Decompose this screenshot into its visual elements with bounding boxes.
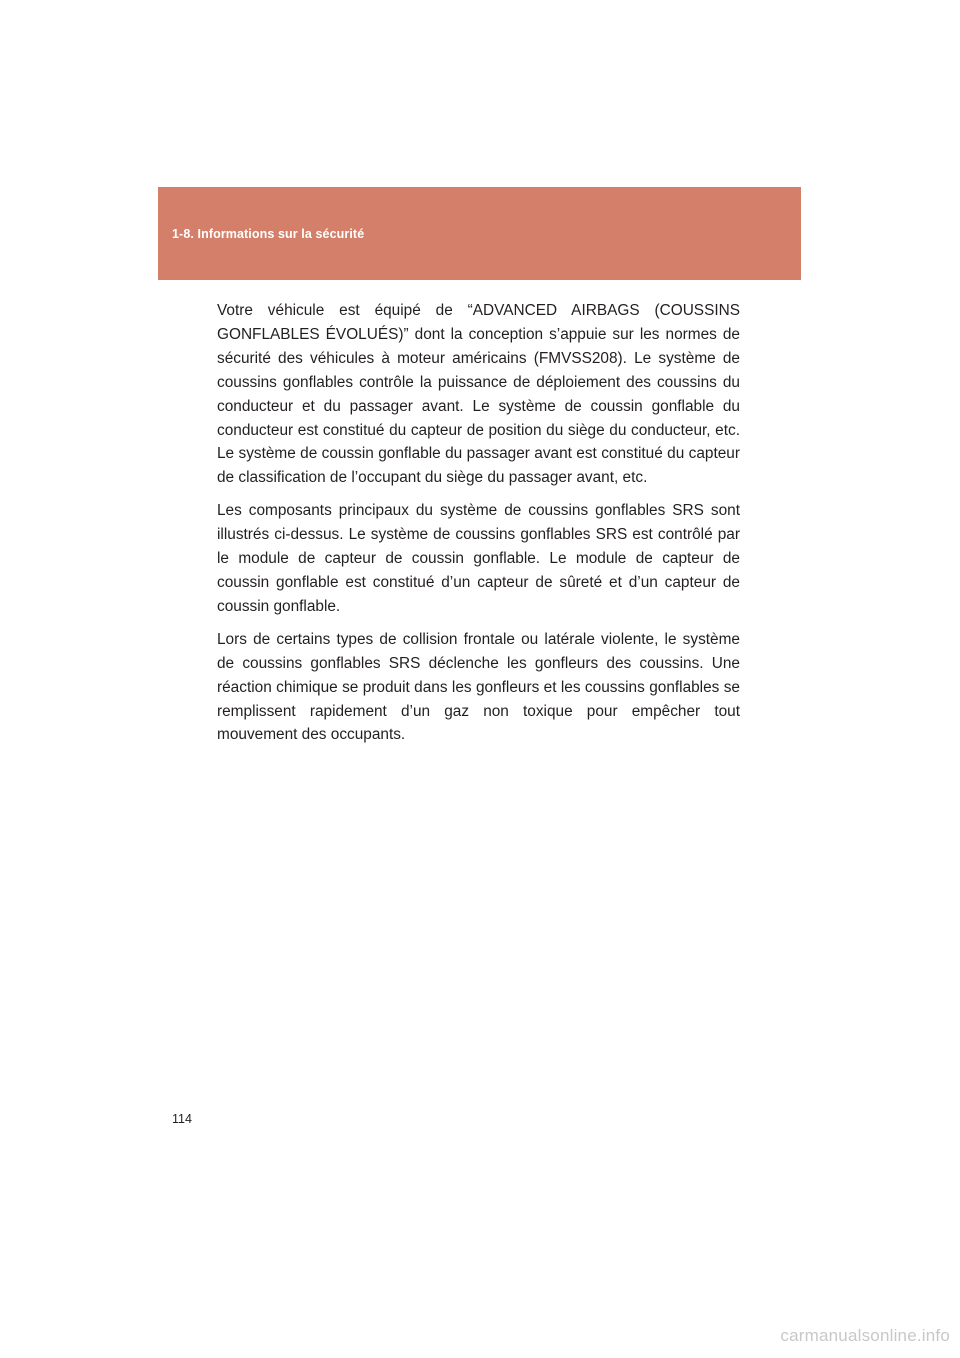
body-text bbox=[217, 299, 740, 756]
page-number: 114 bbox=[172, 1112, 192, 1126]
section-title: 1-8. Informations sur la sécurité bbox=[172, 227, 365, 241]
watermark: carmanualsonline.info bbox=[780, 1326, 950, 1345]
section-header-band bbox=[158, 187, 801, 280]
paragraph-collision-deployment: Lors de certains types de collision frontale ou latérale violente, le système de coussins gonflables SRS déclenche les gonfleurs des coussins. Une réaction chimique se produit dans les gonfleurs et les coussins gonflables se remplissent rapidement d’un gaz non toxique pour empêcher tout mouvement des occupants. bbox=[217, 630, 740, 744]
paragraph-srs-components: Les composants principaux du système de coussins gonflables SRS sont illustrés ci-dessus. Le système de coussins gonflables SRS est contrôlé par le module de capteur de coussin gonflable. Le module de capteur de coussin gonflable est constitué d’un capteur de sûreté et d’un capteur de coussin gonflable. bbox=[217, 502, 740, 615]
paragraph-advanced-airbags: Votre véhicule est équipé de “ADVANCED AIRBAGS (COUSSINS GONFLABLES ÉVOLUÉS)” dont la conception s’appuie sur les normes de sécurité des véhicules à moteur américains (FMVSS208). Le système de coussins gonflables contrôle la puissance de déploiement des coussins du conducteur et du passager avant. Le système de coussin gonflable du conducteur est constitué du capteur de position du siège du conducteur, etc. Le système de coussin gonflable du passager avant est constitué du capteur de classification de l’occupant du siège du passager avant, etc. bbox=[217, 302, 740, 487]
